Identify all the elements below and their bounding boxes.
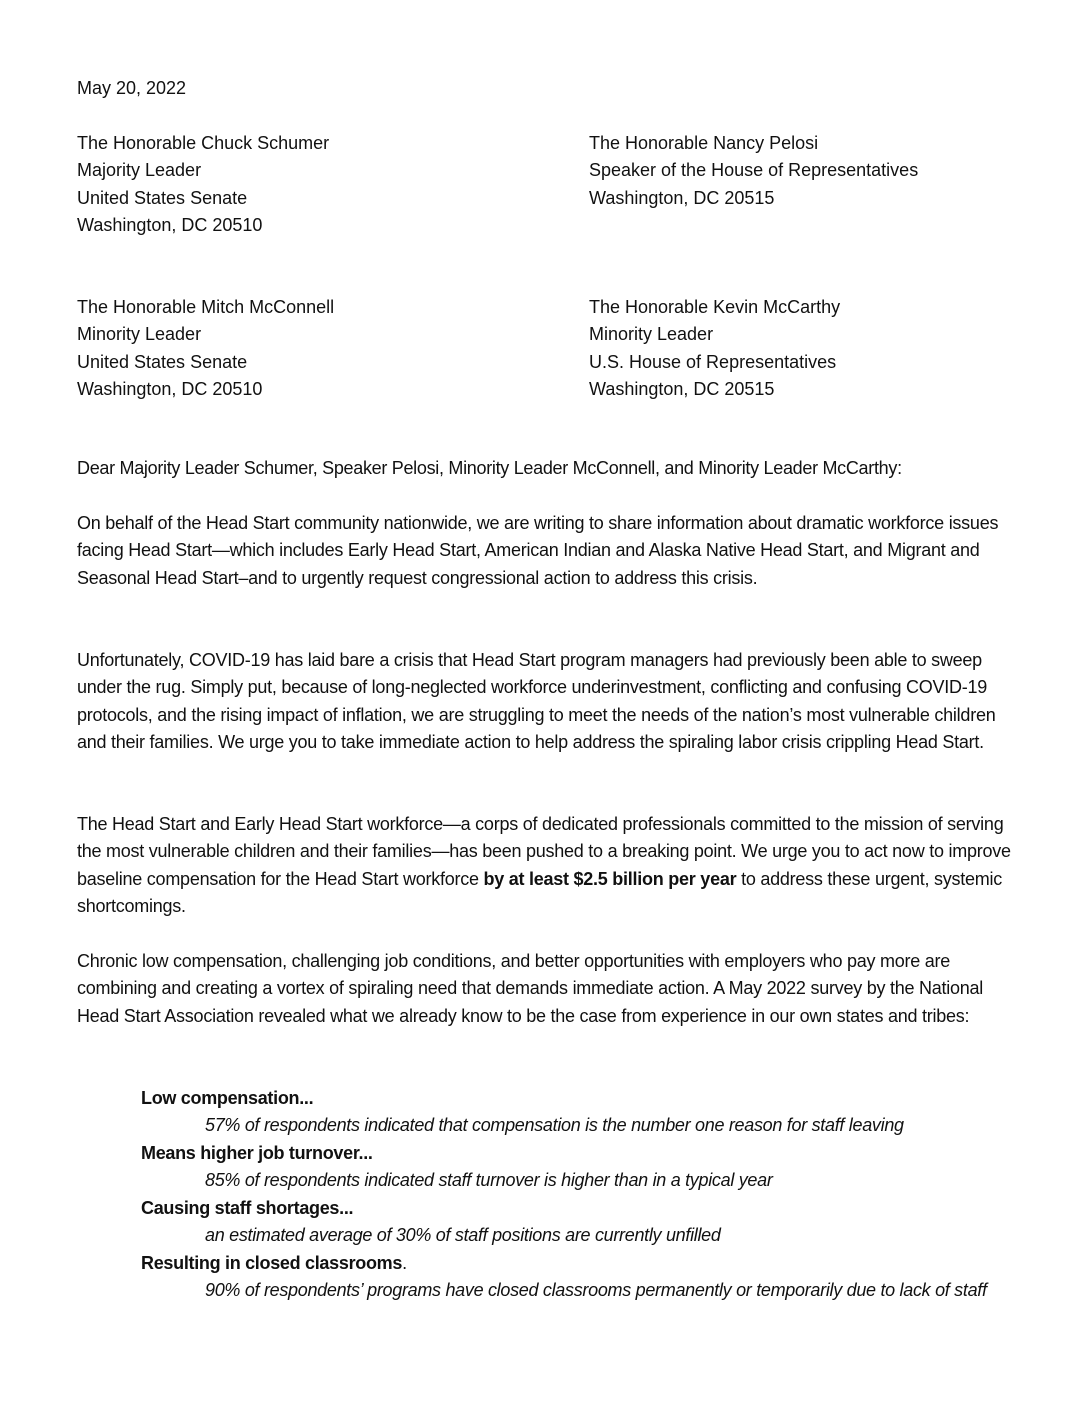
finding-heading-compensation: Low compensation... [141, 1088, 314, 1108]
recipient-pelosi [589, 130, 918, 212]
recipient-address: Washington, DC 20510 [77, 214, 263, 235]
recipient-schumer [77, 130, 329, 239]
recipient-name: The Honorable Nancy Pelosi [589, 133, 819, 153]
paragraph-intro: On behalf of the Head Start community nationwide, we are writing to share information about dramatic workforce issues facing Head Start—which includes Early Head Start, American Indian and Alaska Native Head Start, and Migrant and Seasonal Head Start–and to urgently request congressional action to address this crisis. [77, 513, 999, 588]
recipient-address: Washington, DC 20515 [589, 187, 775, 208]
recipient-name: The Honorable Chuck Schumer [77, 133, 330, 153]
paragraph-covid-crisis: Unfortunately, COVID-19 has laid bare a crisis that Head Start program managers had previously been able to sweep under the rug. Simply put, because of long-neglected workforce underinvestment, conflicting and confusing COVID-19 protocols, and the rising impact of inflation, we are struggling to meet the needs of the nation’s most vulnerable children and their families. We urge you to take immediate action to help address the spiraling labor crisis crippling Head Start. [77, 650, 996, 752]
recipient-title: Speaker of the House of Representatives [589, 160, 919, 181]
letter-date: May 20, 2022 [77, 78, 187, 98]
finding-detail-turnover: 85% of respondents indicated staff turnover is higher than in a typical year [205, 1170, 773, 1190]
recipient-address: Washington, DC 20510 [77, 378, 263, 399]
paragraph-funding-request [77, 811, 1017, 920]
finding-detail-compensation: 57% of respondents indicated that compensation is the number one reason for staff leaving [205, 1115, 904, 1135]
recipient-title: Majority Leader [77, 160, 202, 181]
finding-detail-closed-classrooms: 90% of respondents’ programs have closed classrooms permanently or temporarily due to lack of staff [205, 1280, 987, 1300]
recipient-body: United States Senate [77, 351, 248, 372]
recipient-title: Minority Leader [77, 324, 202, 345]
recipient-mccarthy [589, 294, 840, 403]
finding-detail-shortages: an estimated average of 30% of staff positions are currently unfilled [205, 1225, 721, 1245]
funding-request-text: The Head Start and Early Head Start workforce—a corps of dedicated professionals committed to the mission of serving the most vulnerable children and their families—has been pushed to a breaking point. We urge you to act now to improve baseline compensation for the Head Start workforce [77, 814, 1011, 889]
funding-amount-emphasis: by at least $2.5 billion per year [483, 868, 737, 889]
recipient-body: United States Senate [77, 187, 248, 208]
recipient-name: The Honorable Kevin McCarthy [589, 297, 841, 317]
recipient-body: U.S. House of Representatives [589, 351, 837, 372]
finding-heading-turnover: Means higher job turnover... [141, 1143, 373, 1163]
funding-request-text-end: to address these urgent, systemic shortcomings. [77, 868, 1002, 916]
salutation: Dear Majority Leader Schumer, Speaker Pelosi, Minority Leader McConnell, and Minority Leader McCarthy: [77, 458, 902, 478]
paragraph-survey-intro: Chronic low compensation, challenging job conditions, and better opportunities with employers who pay more are combining and creating a vortex of spiraling need that demands immediate action. A May 2022 survey by the National Head Start Association revealed what we already know to be the case from experience in our own states and tribes: [77, 951, 984, 1026]
recipient-address: Washington, DC 20515 [589, 378, 775, 399]
recipient-name: The Honorable Mitch McConnell [77, 297, 335, 317]
finding-heading-shortages: Causing staff shortages... [141, 1198, 354, 1218]
recipient-title: Minority Leader [589, 324, 714, 345]
finding-heading-closed-classrooms: Resulting in closed classrooms. [141, 1253, 407, 1273]
recipient-mcconnell [77, 294, 334, 403]
